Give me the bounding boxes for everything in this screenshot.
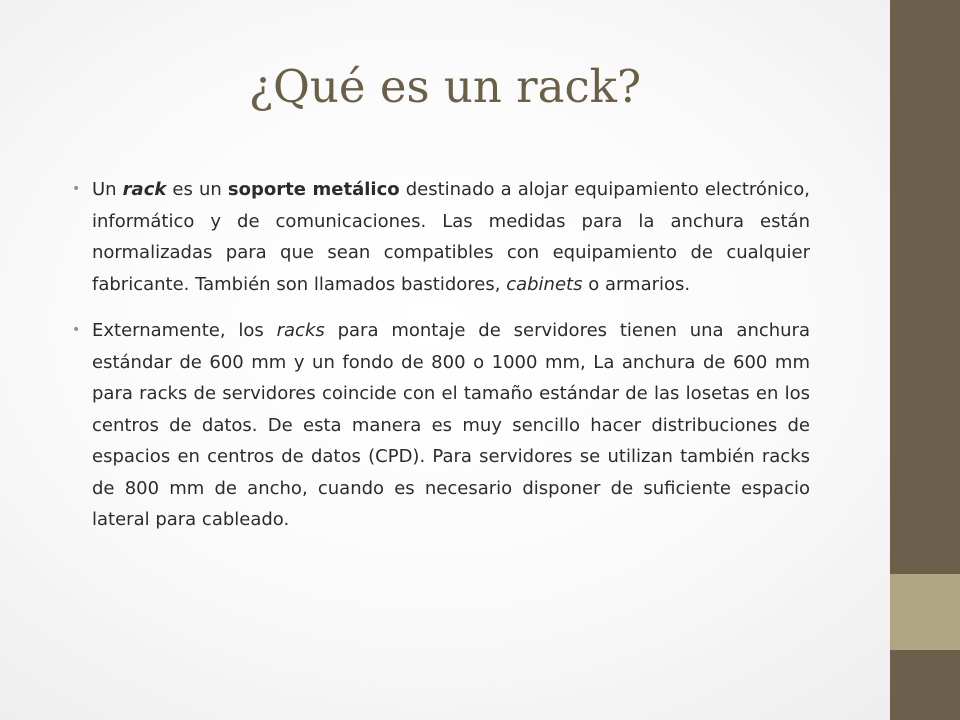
bullet-dot-icon: • — [72, 181, 81, 197]
text-run: destinado a alojar equipamiento electrónico, informático y de comunicaciones. Las medidas para la anchura están normalizadas para que sean compatibles con equipamiento de cualquier fabricante. También son llamados bastidores, — [92, 179, 810, 295]
text-run: o armarios. — [582, 273, 691, 295]
text-run-italic: racks — [276, 320, 325, 341]
text-run-bold: soporte metálico — [227, 179, 400, 200]
text-run: para montaje de servidores tienen una anchura estándar de 600 mm y un fondo de 800 o 1000 mm, La anchura de 600 mm para racks de servidores coincide con el tamaño estándar de las losetas en los centros de datos. De esta manera es muy sencillo hacer distribuciones de espacios en centros de datos (CPD). Para servidores se utilizan también racks de 800 mm de ancho, cuando es necesario disponer de suficiente espacio lateral para cableado. — [92, 320, 810, 530]
slide-title: ¿Qué es un rack? — [248, 60, 642, 113]
sidebar-accent-band — [890, 574, 960, 650]
text-run: Externamente, los — [92, 320, 277, 341]
sidebar-dark-band — [890, 0, 960, 574]
bullet-dot-icon: • — [72, 322, 81, 338]
sidebar-dark-band-bottom — [890, 650, 960, 720]
text-run-italic: cabinets — [506, 273, 583, 295]
text-run: es un — [166, 179, 228, 200]
bullet-item — [72, 174, 810, 300]
text-run-bold-italic: rack — [122, 179, 167, 200]
bullet-item — [72, 315, 810, 536]
text-run: Un — [92, 179, 123, 200]
slide-body — [72, 174, 810, 551]
